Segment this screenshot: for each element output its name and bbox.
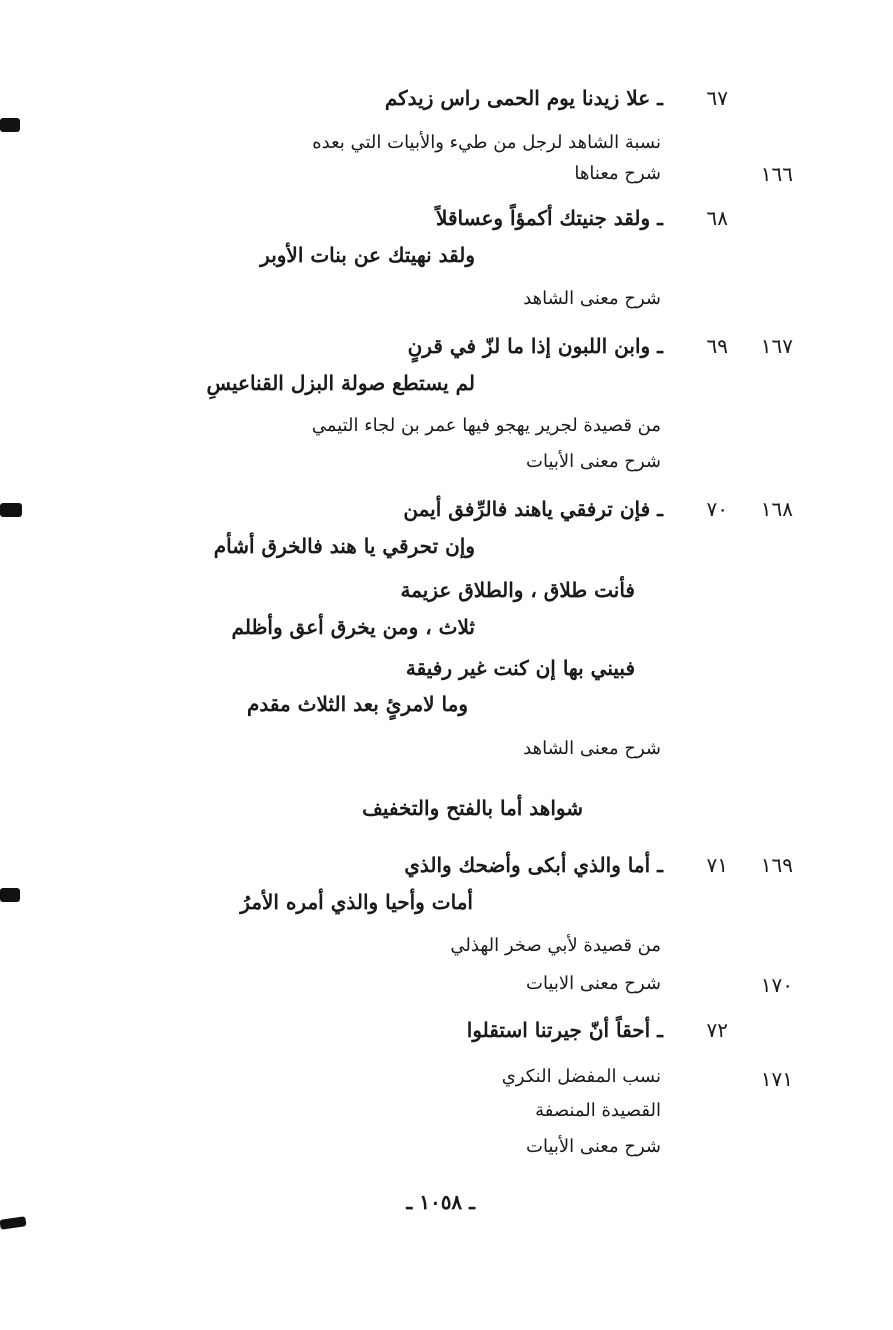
verse-line: ـ أما والذي أبكى وأضحك والذي <box>404 853 663 877</box>
note-line: شرح معنى الأبيات <box>526 451 661 472</box>
entry-number: ٧٢ <box>706 1018 728 1042</box>
page-ref: ١٦٨ <box>760 497 793 521</box>
note-line: من قصيدة لأبي صخر الهذلي <box>450 935 661 956</box>
verse-line: ولقد نهيتك عن بنات الأوبر <box>260 243 475 267</box>
verse-line: ـ فإن ترفقي ياهند فالرِّفق أيمن <box>403 497 663 521</box>
verse-line: فأنت طلاق ، والطلاق عزيمة <box>400 578 635 602</box>
verse-line: ـ علا زيدنا يوم الحمى راس زيدكم <box>384 86 663 110</box>
verse-line: ـ وابن اللبون إذا ما لزّ في قرنٍ <box>407 334 663 358</box>
entry-number: ٦٨ <box>706 206 728 230</box>
note-line: شرح معناها <box>574 163 661 184</box>
note-line: شرح معنى الشاهد <box>523 738 661 759</box>
verse-line: أمات وأحيا والذي أمره الأمرُ <box>240 890 473 914</box>
note-line: شرح معنى الشاهد <box>523 288 661 309</box>
page-ref: ١٧٠ <box>760 973 793 997</box>
verse-line: لم يستطع صولة البزل القناعيسِ <box>206 371 475 395</box>
page-ref: ١٦٩ <box>760 853 793 877</box>
scan-mark <box>0 503 22 517</box>
note-line: القصيدة المنصفة <box>535 1100 661 1121</box>
note-line: شرح معنى الأبيات <box>526 1136 661 1157</box>
page-ref: ١٦٧ <box>760 334 793 358</box>
page-number: ـ ١٠٥٨ ـ <box>406 1190 475 1214</box>
verse-line: فبيني بها إن كنت غير رفيقة <box>405 656 635 680</box>
scan-mark <box>0 118 20 132</box>
note-line: نسبة الشاهد لرجل من طيء والأبيات التي بعده <box>312 132 661 153</box>
note-line: نسب المفضل النكري <box>501 1066 661 1087</box>
verse-line: ـ ولقد جنيتك أكمؤاً وعساقلاً <box>436 206 663 230</box>
entry-number: ٧١ <box>706 853 728 877</box>
entry-number: ٧٠ <box>706 497 728 521</box>
page-ref: ١٧١ <box>760 1067 793 1091</box>
scan-mark <box>0 888 20 902</box>
section-heading: شواهد أما بالفتح والتخفيف <box>362 796 583 820</box>
note-line: شرح معنى الابيات <box>526 973 661 994</box>
verse-line: ثلاث ، ومن يخرق أعق وأظلم <box>231 615 475 639</box>
scan-mark <box>0 1216 27 1230</box>
verse-line: وما لامرئٍ بعد الثلاث مقدم <box>247 692 468 716</box>
verse-line: وإن تحرقي يا هند فالخرق أشأم <box>213 534 475 558</box>
verse-line: ـ أحقاً أنّ جيرتنا استقلوا <box>466 1018 663 1042</box>
entry-number: ٦٩ <box>706 334 728 358</box>
page-ref: ١٦٦ <box>760 162 793 186</box>
note-line: من قصيدة لجرير يهجو فيها عمر بن لجاء التيمي <box>311 415 661 436</box>
entry-number: ٦٧ <box>706 86 728 110</box>
